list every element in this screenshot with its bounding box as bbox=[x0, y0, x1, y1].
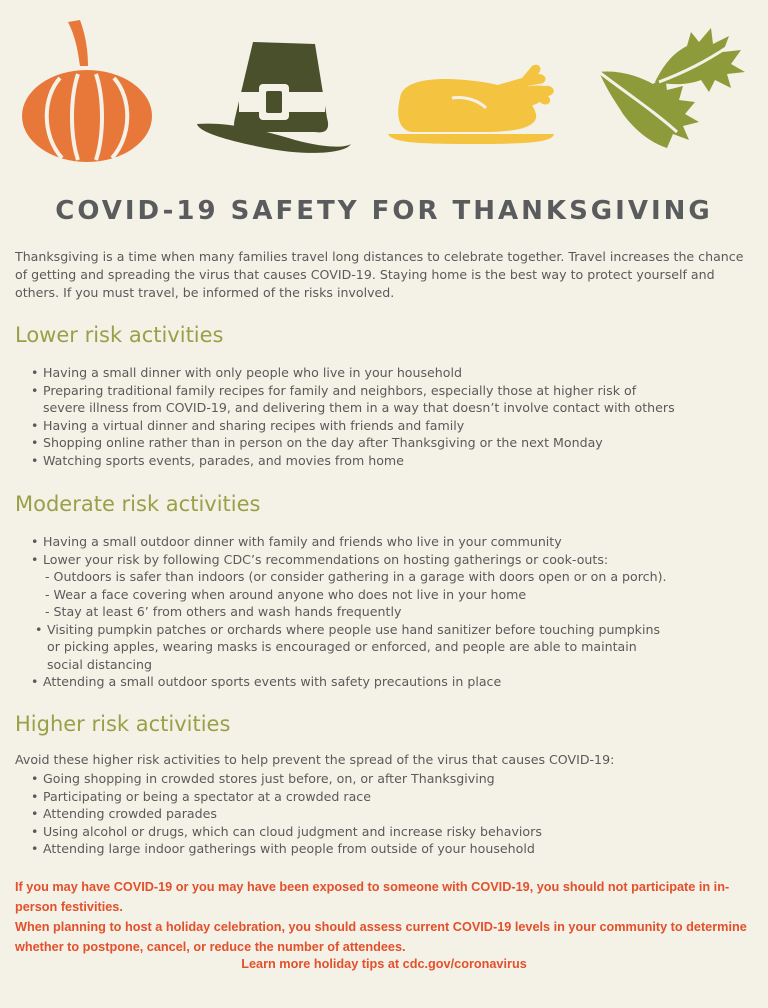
warning-line: If you may have COVID-19 or you may have been exposed to someone with COVID-19, you should not participate in in-person festivities. bbox=[15, 880, 730, 914]
list-item: • Preparing traditional family recipes for family and neighbors, especially those at higher risk of bbox=[43, 382, 753, 400]
footer-link-text: Learn more holiday tips at cdc.gov/coronavirus bbox=[241, 957, 527, 971]
list-item-continuation: social distancing bbox=[47, 656, 152, 672]
higher-risk-heading: Higher risk activities bbox=[15, 712, 231, 736]
list-subitem: - Stay at least 6’ from others and wash hands frequently bbox=[45, 604, 402, 619]
intro-paragraph: Thanksgiving is a time when many families travel long distances to celebrate together. Travel increases the chance of getting and spreading the virus that causes COVID-19. Staying home is the best way to protect yourself and others. If you must travel, be informed of the risks involved. bbox=[15, 249, 744, 300]
list-item: • Having a small dinner with only people who live in your household bbox=[43, 364, 753, 382]
list-item: • Attending large indoor gatherings with people from outside of your household bbox=[43, 840, 753, 858]
list-item: • Having a small outdoor dinner with family and friends who live in your community bbox=[43, 533, 753, 551]
list-item: • Visiting pumpkin patches or orchards where people use hand sanitizer before touching pumpkins bbox=[47, 621, 753, 639]
list-item: • Watching sports events, parades, and movies from home bbox=[43, 452, 753, 470]
higher-risk-lead: Avoid these higher risk activities to help prevent the spread of the virus that causes COVID-19: bbox=[15, 752, 615, 767]
moderate-risk-list bbox=[43, 533, 753, 691]
list-item: • Participating or being a spectator at a crowded race bbox=[43, 788, 753, 806]
list-item: • Attending a small outdoor sports events with safety precautions in place bbox=[43, 673, 753, 691]
roast-turkey-icon bbox=[382, 58, 562, 148]
lower-risk-list bbox=[43, 364, 753, 469]
higher-risk-list bbox=[43, 770, 753, 858]
exposure-warning bbox=[15, 877, 755, 957]
list-item: • Going shopping in crowded stores just before, on, or after Thanksgiving bbox=[43, 770, 753, 788]
list-subitem: - Outdoors is safer than indoors (or consider gathering in a garage with doors open or on a porch). bbox=[45, 569, 667, 584]
list-item: • Lower your risk by following CDC’s recommendations on hosting gatherings or cook-outs: bbox=[43, 551, 753, 569]
list-item: • Attending crowded parades bbox=[43, 805, 753, 823]
pilgrim-hat-icon bbox=[195, 40, 355, 155]
moderate-risk-heading: Moderate risk activities bbox=[15, 492, 261, 516]
header-illustrations bbox=[0, 0, 768, 175]
pumpkin-icon bbox=[20, 18, 155, 163]
warning-line: When planning to host a holiday celebration, you should assess current COVID-19 levels in your community to determine whether to postpone, cancel, or reduce the number of attendees. bbox=[15, 920, 747, 954]
page-title: COVID-19 SAFETY FOR THANKSGIVING bbox=[55, 196, 713, 226]
list-item: • Shopping online rather than in person on the day after Thanksgiving or the next Monday bbox=[43, 434, 753, 452]
lower-risk-heading: Lower risk activities bbox=[15, 323, 224, 347]
list-item: • Having a virtual dinner and sharing recipes with friends and family bbox=[43, 417, 753, 435]
list-item-continuation: or picking apples, wearing masks is encouraged or enforced, and people are able to maintain bbox=[47, 639, 637, 654]
list-subitem: - Wear a face covering when around anyone who does not live in your home bbox=[45, 586, 527, 602]
list-item-continuation: severe illness from COVID-19, and delivering them in a way that doesn’t involve contact with others bbox=[43, 400, 675, 415]
autumn-leaves-icon bbox=[595, 22, 750, 152]
list-item: • Using alcohol or drugs, which can cloud judgment and increase risky behaviors bbox=[43, 823, 753, 841]
